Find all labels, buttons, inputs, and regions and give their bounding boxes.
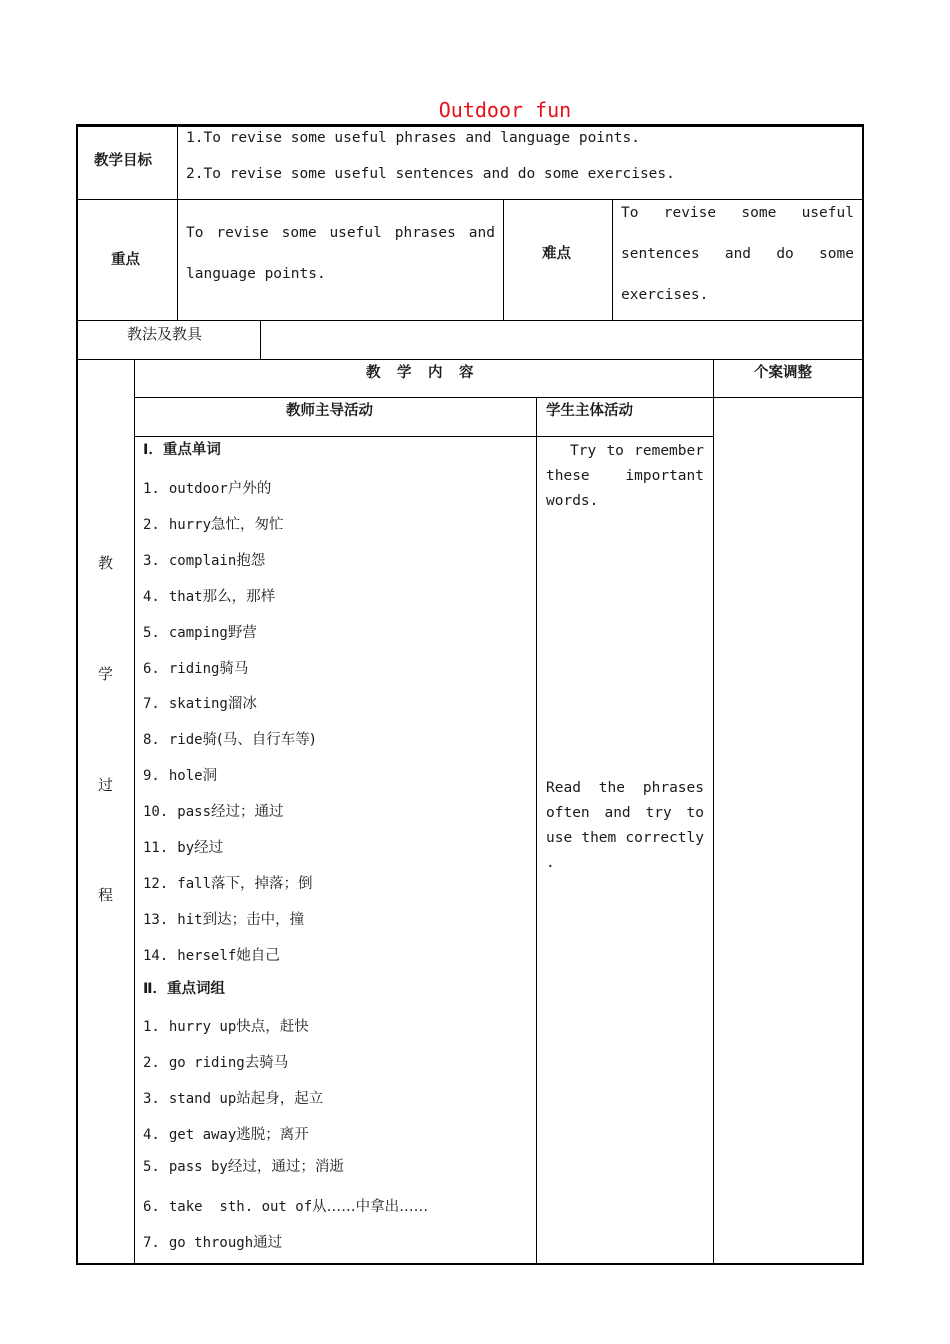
difficulties-label: 难点: [542, 246, 571, 262]
vocab-number: 5.: [143, 1159, 160, 1175]
word: revise: [216, 225, 269, 241]
key-points-line-1: [186, 224, 495, 242]
word: some: [741, 205, 777, 221]
vocab-english: ride: [168, 732, 203, 749]
objective-line-1: 1.To revise some useful phrases and language points.: [186, 130, 640, 146]
vocab-english: skating: [168, 696, 228, 713]
vocab-item: [143, 1155, 344, 1176]
process-side-char: 程: [98, 886, 114, 904]
vocab-number: 7.: [143, 696, 160, 713]
vocab-number: 5.: [143, 624, 160, 641]
vocab-item: [143, 513, 284, 534]
vocab-chinese: 骑(马、自行车等): [202, 732, 316, 749]
word: and: [724, 246, 752, 262]
vocab-number: 10.: [143, 804, 169, 821]
row-divider: [76, 359, 864, 360]
vocab-number: 14.: [143, 947, 169, 964]
word: Read: [546, 780, 581, 796]
word: them: [581, 830, 617, 846]
vocab-chinese: 去骑马: [244, 1055, 289, 1071]
word: To: [621, 205, 639, 221]
word: some: [819, 246, 854, 262]
word: useful: [801, 205, 854, 221]
word: remember: [634, 443, 704, 459]
key-points-label: 重点: [111, 252, 140, 268]
vocab-english: by: [177, 840, 195, 856]
vocab-number: 1.: [143, 1019, 160, 1035]
vocab-english: complain: [168, 552, 237, 569]
vocab-english: pass: [177, 804, 212, 821]
col-divider: [177, 124, 178, 320]
col-divider: [503, 199, 504, 320]
vocab-chinese: 经过；通过: [211, 804, 284, 821]
vocab-item: [143, 657, 248, 678]
row-divider: [76, 320, 864, 321]
vocab-chinese: 骑马: [219, 660, 249, 677]
word: phrases: [394, 225, 456, 241]
word: to: [606, 443, 624, 459]
vocab-item: [143, 764, 217, 785]
vocab-item: [143, 944, 280, 965]
col-divider: [536, 397, 537, 1265]
vocab-number: 6.: [143, 1199, 160, 1215]
word: correctly: [625, 830, 704, 846]
vocab-chinese: 站起身，起立: [236, 1091, 324, 1107]
vocab-chinese: 通过: [253, 1235, 283, 1251]
word: useful: [329, 225, 382, 241]
vocab-item: [143, 1051, 288, 1072]
methods-label: 教法及教具: [127, 325, 203, 343]
process-side-char: 过: [98, 776, 114, 794]
word: To: [186, 225, 204, 241]
student-note-2-line-3: [546, 829, 704, 847]
vocab-chinese: 急忙，匆忙: [211, 516, 284, 533]
col-divider: [713, 359, 714, 1265]
vocab-chinese: 到达；击中，撞: [202, 911, 305, 928]
process-side-char: 教: [98, 554, 114, 572]
difficulties-line-3: exercises.: [621, 287, 709, 303]
vocab-number: 4.: [143, 588, 160, 605]
vocab-item: [143, 836, 223, 857]
page-title: Outdoor fun: [438, 98, 572, 122]
adjust-header: 个案调整: [754, 365, 812, 381]
word: and: [468, 225, 495, 241]
vocab-item: [143, 692, 257, 713]
vocab-item: [143, 477, 271, 498]
vocab-number: 4.: [143, 1127, 160, 1143]
vocab-number: 7.: [143, 1235, 160, 1251]
vocab-number: 3.: [143, 552, 160, 569]
student-note-1-line-1: [546, 442, 704, 460]
vocab-english: fall: [177, 875, 212, 892]
vocab-english: outdoor: [168, 481, 228, 497]
vocab-item: [143, 549, 265, 570]
vocab-english: go through: [168, 1235, 254, 1251]
student-activity-header: 学生主体活动: [546, 403, 633, 419]
vocab-english: riding: [168, 660, 220, 677]
col-divider: [134, 359, 135, 1265]
vocab-english: go riding: [168, 1055, 245, 1071]
vocab-chinese: 抱怨: [236, 552, 266, 569]
word: Try: [570, 443, 597, 459]
vocab-chinese: 野营: [227, 624, 257, 641]
word: do: [776, 246, 794, 262]
vocab-chinese: 经过: [194, 840, 224, 856]
vocab-chinese: 经过，通过；消逝: [227, 1159, 344, 1175]
row-divider: [135, 436, 714, 437]
vocab-chinese: 落下，掉落；倒: [211, 875, 313, 892]
vocab-chinese: 逃脱；离开: [236, 1127, 309, 1143]
word: use: [546, 830, 573, 846]
vocab-number: 9.: [143, 768, 160, 785]
word: often: [546, 805, 590, 821]
vocab-item: [143, 872, 313, 893]
word: to: [686, 805, 704, 821]
vocab-chinese: 从……中拿出……: [312, 1199, 429, 1215]
vocab-english: hurry: [168, 516, 212, 533]
vocab-english: herself: [177, 947, 237, 964]
vocab-chinese: 快点，赶快: [236, 1019, 309, 1035]
col-divider: [260, 320, 261, 359]
student-note-1-line-2: [546, 467, 704, 485]
word: the: [598, 780, 625, 796]
vocab-chinese: 户外的: [227, 481, 272, 497]
vocab-item: [143, 1195, 428, 1216]
word: sentences: [621, 246, 700, 262]
vocab-number: 8.: [143, 732, 160, 749]
student-note-1-line-3: words.: [546, 493, 599, 509]
vocab-number: 12.: [143, 875, 169, 892]
section-2-heading: Ⅱ．重点词组: [143, 981, 226, 997]
vocab-number: 6.: [143, 660, 160, 677]
vocab-item: [143, 1015, 309, 1036]
word: some: [281, 225, 317, 241]
vocab-english: stand up: [168, 1091, 237, 1107]
col-divider: [612, 199, 613, 320]
word: important: [625, 468, 704, 484]
vocab-english: take sth. out of: [168, 1199, 313, 1215]
vocab-number: 2.: [143, 516, 160, 533]
vocab-number: 1.: [143, 481, 160, 497]
objective-line-2: 2.To revise some useful sentences and do some exercises.: [186, 166, 675, 182]
vocab-number: 13.: [143, 911, 169, 928]
section-1-heading: Ⅰ．重点单词: [143, 442, 221, 458]
student-note-2-line-1: [546, 779, 704, 797]
teacher-activity-header: 教师主导活动: [286, 403, 373, 419]
student-note-2-line-4: .: [546, 855, 555, 871]
vocab-english: that: [168, 588, 203, 605]
vocab-english: pass by: [168, 1159, 228, 1175]
vocab-item: [143, 1123, 309, 1144]
word: try: [645, 805, 672, 821]
vocab-number: 11.: [143, 840, 169, 856]
word: revise: [663, 205, 717, 221]
process-side-char: 学: [98, 665, 114, 683]
row-divider: [76, 199, 864, 200]
word: these: [546, 468, 590, 484]
vocab-english: get away: [168, 1127, 237, 1143]
student-note-2-line-2: [546, 804, 704, 822]
objectives-label: 教学目标: [94, 153, 152, 169]
vocab-item: [143, 1087, 323, 1108]
vocab-item: [143, 728, 315, 749]
vocab-english: hole: [168, 768, 203, 785]
vocab-chinese: 溜冰: [227, 696, 257, 713]
vocab-english: hurry up: [168, 1019, 237, 1035]
vocab-chinese: 洞: [202, 768, 218, 785]
vocab-item: [143, 621, 257, 642]
difficulties-line-2: [621, 245, 854, 263]
vocab-chinese: 那么，那样: [202, 588, 276, 605]
key-points-line-2: language points.: [186, 266, 326, 282]
vocab-item: [143, 908, 304, 929]
vocab-item: [143, 1231, 282, 1252]
difficulties-line-1: [621, 204, 854, 222]
vocab-item: [143, 585, 275, 606]
word: and: [604, 805, 631, 821]
vocab-chinese: 她自己: [236, 947, 280, 964]
vocab-english: camping: [168, 624, 228, 641]
row-divider: [135, 397, 864, 398]
vocab-english: hit: [177, 911, 203, 928]
vocab-number: 3.: [143, 1091, 160, 1107]
vocab-number: 2.: [143, 1055, 160, 1071]
content-header: 教 学 内 容: [366, 365, 475, 381]
vocab-item: [143, 800, 284, 821]
word: phrases: [642, 780, 704, 796]
